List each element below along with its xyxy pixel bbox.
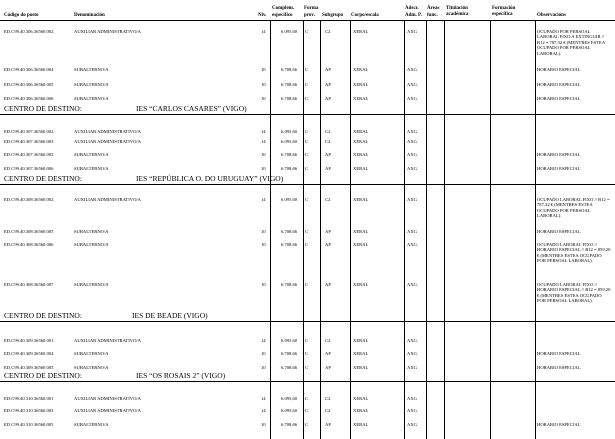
cell-niv: 14	[261, 129, 266, 134]
cell-den: SUBALTERNO/A	[74, 96, 109, 101]
cell-observacions: HORARIO ESPECIAL	[537, 82, 581, 87]
cell-observacions: HORARIO ESPECIAL	[537, 67, 581, 72]
cell-adscr: AXG	[407, 166, 417, 171]
cell-corpo: XERAL	[353, 152, 369, 157]
cell-corpo: XERAL	[353, 282, 369, 287]
cell-den: SUBALTERNO/A	[74, 166, 109, 171]
cell-code: ED.C99.40.310.36560.005	[4, 422, 54, 427]
cell-sg: AP	[325, 422, 331, 427]
column-rule	[350, 20, 351, 439]
cell-comp: 6.095,60	[281, 139, 298, 144]
cell-corpo: XERAL	[353, 29, 369, 34]
cell-sg: C2	[325, 129, 331, 134]
group-rule	[0, 321, 615, 322]
center-title-label: CENTRO DE DESTINO:	[4, 104, 82, 113]
cell-observacions: HORARIO ESPECIAL	[537, 152, 581, 157]
cell-den: AUXILIAR ADMINISTRATIVO/A	[74, 408, 141, 413]
cell-sg: AP	[325, 282, 331, 287]
header-adscr-2: Adm. P.	[405, 13, 422, 18]
cell-niv: 10	[261, 166, 266, 171]
cell-den: SUBALTERNO/A	[74, 422, 109, 427]
cell-observacions: OCUPADO POR PERSOAL LABORAL FIXO A EXTINGUIR // B12 = 787,32 € (MENTRES ESTEA OCUPADO POR PERSOAL LABORAL).	[537, 29, 605, 56]
cell-code: ED.C99.40.308.36560.006	[4, 242, 54, 247]
cell-den: SUBALTERNO/A	[74, 351, 109, 356]
cell-adscr: AXG	[407, 351, 417, 356]
cell-corpo: XERAL	[353, 229, 369, 234]
cell-comp: 6.708,66	[281, 351, 298, 356]
cell-niv: 10	[261, 67, 266, 72]
cell-comp: 6.708,66	[281, 229, 298, 234]
cell-sg: AP	[325, 152, 331, 157]
cell-adscr: AXG	[407, 229, 417, 234]
center-title-label: CENTRO DE DESTINO:	[4, 371, 82, 380]
header-titulacion: Titulación académica	[446, 6, 469, 17]
center-title-label: CENTRO DE DESTINO:	[4, 311, 82, 320]
cell-fp: C	[305, 365, 309, 370]
header-forma-2: prov.	[304, 13, 315, 18]
cell-fp: C	[305, 96, 309, 101]
header-observacions: Observacións	[537, 13, 566, 18]
cell-fp: C	[305, 129, 309, 134]
cell-den: AUXILIAR ADMINISTRATIVO/A	[74, 396, 141, 401]
center-title-name: IES “REPÚBLICA O. DO URUGUAY” (VIGO)	[136, 174, 284, 183]
cell-comp: 6.095,60	[281, 338, 298, 343]
cell-niv: 14	[261, 29, 266, 34]
cell-observacions: HORARIO ESPECIAL	[537, 96, 581, 101]
cell-code: ED.C99.40.308.36560.007	[4, 282, 54, 287]
header-codigo: Código do posto	[4, 13, 39, 18]
cell-observacions: OCUPADO LABORAL FIXO // HORARIO ESPECIAL // B12 = 859,20 € (MENTRES ESTEA OCUPADO POR PERSOAL LABORAL).	[537, 242, 611, 264]
cell-code: ED.C99.40.306.36560.005	[4, 82, 54, 87]
cell-niv: 14	[261, 139, 266, 144]
column-rule	[444, 20, 445, 439]
cell-code: ED.C99.40.306.36560.004	[4, 67, 54, 72]
cell-corpo: XERAL	[353, 338, 369, 343]
cell-corpo: XERAL	[353, 139, 369, 144]
cell-fp: C	[305, 396, 309, 401]
cell-sg: AP	[325, 351, 331, 356]
header-niv: Niv.	[258, 13, 267, 18]
cell-corpo: XERAL	[353, 197, 369, 202]
cell-observacions: HORARIO ESPECIAL	[537, 365, 581, 370]
group-rule	[0, 114, 615, 115]
cell-niv: 10	[261, 152, 266, 157]
header-complemento-1: Complem.	[272, 6, 295, 11]
cell-code: ED.C99.40.309.36560.001	[4, 338, 54, 343]
cell-adscr: AXG	[407, 422, 417, 427]
cell-niv: 14	[261, 197, 266, 202]
cell-corpo: XERAL	[353, 422, 369, 427]
cell-comp: 6.095,60	[281, 396, 298, 401]
cell-comp: 6.708,66	[281, 365, 298, 370]
cell-fp: C	[305, 242, 309, 247]
cell-observacions: HORARIO ESPECIAL	[537, 422, 581, 427]
cell-den: SUBALTERNO/A	[74, 282, 109, 287]
group-rule	[0, 184, 615, 185]
cell-corpo: XERAL	[353, 396, 369, 401]
cell-adscr: AXG	[407, 152, 417, 157]
cell-adscr: AXG	[407, 96, 417, 101]
cell-comp: 6.708,66	[281, 242, 298, 247]
cell-sg: C2	[325, 139, 331, 144]
cell-code: ED.C99.40.306.36560.002	[4, 29, 54, 34]
cell-adscr: AXG	[407, 338, 417, 343]
cell-fp: C	[305, 67, 309, 72]
cell-adscr: AXG	[407, 242, 417, 247]
cell-comp: 6.708,66	[281, 422, 298, 427]
cell-fp: C	[305, 351, 309, 356]
cell-fp: C	[305, 152, 309, 157]
column-rule	[535, 20, 536, 439]
cell-sg: AP	[325, 82, 331, 87]
cell-corpo: XERAL	[353, 67, 369, 72]
cell-comp: 6.095,60	[281, 408, 298, 413]
cell-adscr: AXG	[407, 29, 417, 34]
cell-sg: C2	[325, 338, 331, 343]
cell-adscr: AXG	[407, 408, 417, 413]
cell-fp: C	[305, 408, 309, 413]
cell-den: AUXILIAR ADMINISTRATIVO/A	[74, 338, 141, 343]
header-areas-1: Áreas	[427, 6, 440, 11]
cell-code: ED.C99.40.309.36560.005	[4, 365, 54, 370]
cell-sg: AP	[325, 242, 331, 247]
cell-sg: C2	[325, 29, 331, 34]
cell-den: AUXILIAR ADMINISTRATIVO/A	[74, 197, 141, 202]
cell-fp: C	[305, 197, 309, 202]
cell-sg: AP	[325, 229, 331, 234]
group-rule	[0, 381, 615, 382]
cell-corpo: XERAL	[353, 96, 369, 101]
cell-corpo: XERAL	[353, 365, 369, 370]
cell-sg: C2	[325, 408, 331, 413]
cell-comp: 6.708,66	[281, 96, 298, 101]
center-title-name: IES DE BEADE (VIGO)	[132, 311, 208, 320]
cell-comp: 6.095,60	[281, 197, 298, 202]
header-complemento-2: específico	[272, 13, 293, 18]
cell-fp: C	[305, 282, 309, 287]
cell-niv: 14	[261, 396, 266, 401]
cell-code: ED.C99.40.309.36560.004	[4, 351, 54, 356]
cell-niv: 10	[261, 82, 266, 87]
cell-niv: 10	[261, 365, 266, 370]
cell-code: ED.C99.40.310.36560.001	[4, 396, 54, 401]
cell-corpo: XERAL	[353, 351, 369, 356]
cell-den: SUBALTERNO/A	[74, 152, 109, 157]
cell-sg: AP	[325, 67, 331, 72]
cell-den: SUBALTERNO/A	[74, 229, 109, 234]
cell-sg: AP	[325, 166, 331, 171]
cell-code: ED.C99.40.306.36560.006	[4, 96, 54, 101]
cell-corpo: XERAL	[353, 166, 369, 171]
cell-observacions: OCUPADO LABORAL FIXO // HORARIO ESPECIAL // B12 = 859,20 € (MENTRES ESTEA OCUPADO POR PERSOAL LABORAL).	[537, 282, 611, 304]
cell-corpo: XERAL	[353, 129, 369, 134]
cell-niv: 10	[261, 229, 266, 234]
cell-fp: C	[305, 338, 309, 343]
cell-adscr: AXG	[407, 139, 417, 144]
column-rule	[270, 20, 271, 439]
cell-comp: 6.095,60	[281, 129, 298, 134]
header-denominacion: Denominación	[74, 13, 105, 18]
cell-fp: C	[305, 229, 309, 234]
cell-fp: C	[305, 139, 309, 144]
cell-code: ED.C99.40.307.36560.003	[4, 139, 54, 144]
header-areas-2: func.	[427, 13, 438, 18]
cell-sg: C2	[325, 197, 331, 202]
cell-niv: 10	[261, 351, 266, 356]
cell-adscr: AXG	[407, 197, 417, 202]
cell-niv: 14	[261, 408, 266, 413]
cell-sg: AP	[325, 96, 331, 101]
header-adscr-1: Adscr.	[405, 6, 419, 11]
cell-code: ED.C99.40.310.36560.003	[4, 408, 54, 413]
cell-niv: 10	[261, 242, 266, 247]
cell-adscr: AXG	[407, 365, 417, 370]
cell-den: AUXILIAR ADMINISTRATIVO/A	[74, 139, 141, 144]
cell-corpo: XERAL	[353, 242, 369, 247]
cell-code: ED.C99.40.308.36560.002	[4, 197, 54, 202]
cell-comp: 6.095,60	[281, 29, 298, 34]
cell-den: SUBALTERNO/A	[74, 82, 109, 87]
column-rule	[426, 20, 427, 439]
header-corpo: Corpo/escala	[351, 13, 379, 18]
column-rule	[404, 20, 405, 439]
cell-fp: C	[305, 29, 309, 34]
center-title-name: IES “OS ROSAIS 2” (VIGO)	[136, 371, 226, 380]
cell-code: ED.C99.40.307.36560.006	[4, 166, 54, 171]
cell-observacions: HORARIO ESPECIAL	[537, 166, 581, 171]
cell-fp: C	[305, 82, 309, 87]
cell-adscr: AXG	[407, 282, 417, 287]
center-title-name: IES “CARLOS CASARES” (VIGO)	[136, 104, 247, 113]
cell-den: AUXILIAR ADMINISTRATIVO/A	[74, 29, 141, 34]
cell-corpo: XERAL	[353, 408, 369, 413]
cell-adscr: AXG	[407, 67, 417, 72]
cell-niv: 14	[261, 338, 266, 343]
cell-den: AUXILIAR ADMINISTRATIVO/A	[74, 129, 141, 134]
column-rule	[490, 20, 491, 439]
cell-niv: 10	[261, 422, 266, 427]
cell-comp: 6.708,66	[281, 166, 298, 171]
cell-comp: 6.708,66	[281, 82, 298, 87]
cell-code: ED.C99.40.307.36560.005	[4, 152, 54, 157]
cell-den: SUBALTERNO/A	[74, 242, 109, 247]
cell-fp: C	[305, 166, 309, 171]
cell-sg: C2	[325, 396, 331, 401]
cell-observacions: HORARIO ESPECIAL	[537, 351, 581, 356]
header-subgrupo: Subgrupo	[322, 13, 344, 18]
cell-den: SUBALTERNO/A	[74, 365, 109, 370]
cell-code: ED.C99.40.307.36560.002	[4, 129, 54, 134]
cell-sg: AP	[325, 365, 331, 370]
cell-code: ED.C99.40.308.36560.005	[4, 229, 54, 234]
column-rule	[320, 20, 321, 439]
cell-niv: 10	[261, 96, 266, 101]
header-rule	[0, 20, 615, 21]
cell-comp: 6.708,66	[281, 282, 298, 287]
cell-fp: C	[305, 422, 309, 427]
cell-comp: 6.708,66	[281, 67, 298, 72]
header-forma-1: Forma	[304, 6, 319, 11]
cell-observacions: OCUPADO LABORAL FIXO // B12 = 787,32 € (MENTRES ESTEA OCUPADO POR PERSOAL LABORAL).	[537, 197, 610, 219]
cell-observacions: HORARIO ESPECIAL	[537, 229, 581, 234]
cell-adscr: AXG	[407, 82, 417, 87]
cell-den: SUBALTERNO/A	[74, 67, 109, 72]
cell-adscr: AXG	[407, 129, 417, 134]
cell-comp: 6.708,66	[281, 152, 298, 157]
header-formacion: Formación específica	[492, 6, 516, 17]
column-rule	[303, 20, 304, 439]
center-title-label: CENTRO DE DESTINO:	[4, 174, 82, 183]
cell-niv: 10	[261, 282, 266, 287]
cell-corpo: XERAL	[353, 82, 369, 87]
cell-adscr: AXG	[407, 396, 417, 401]
